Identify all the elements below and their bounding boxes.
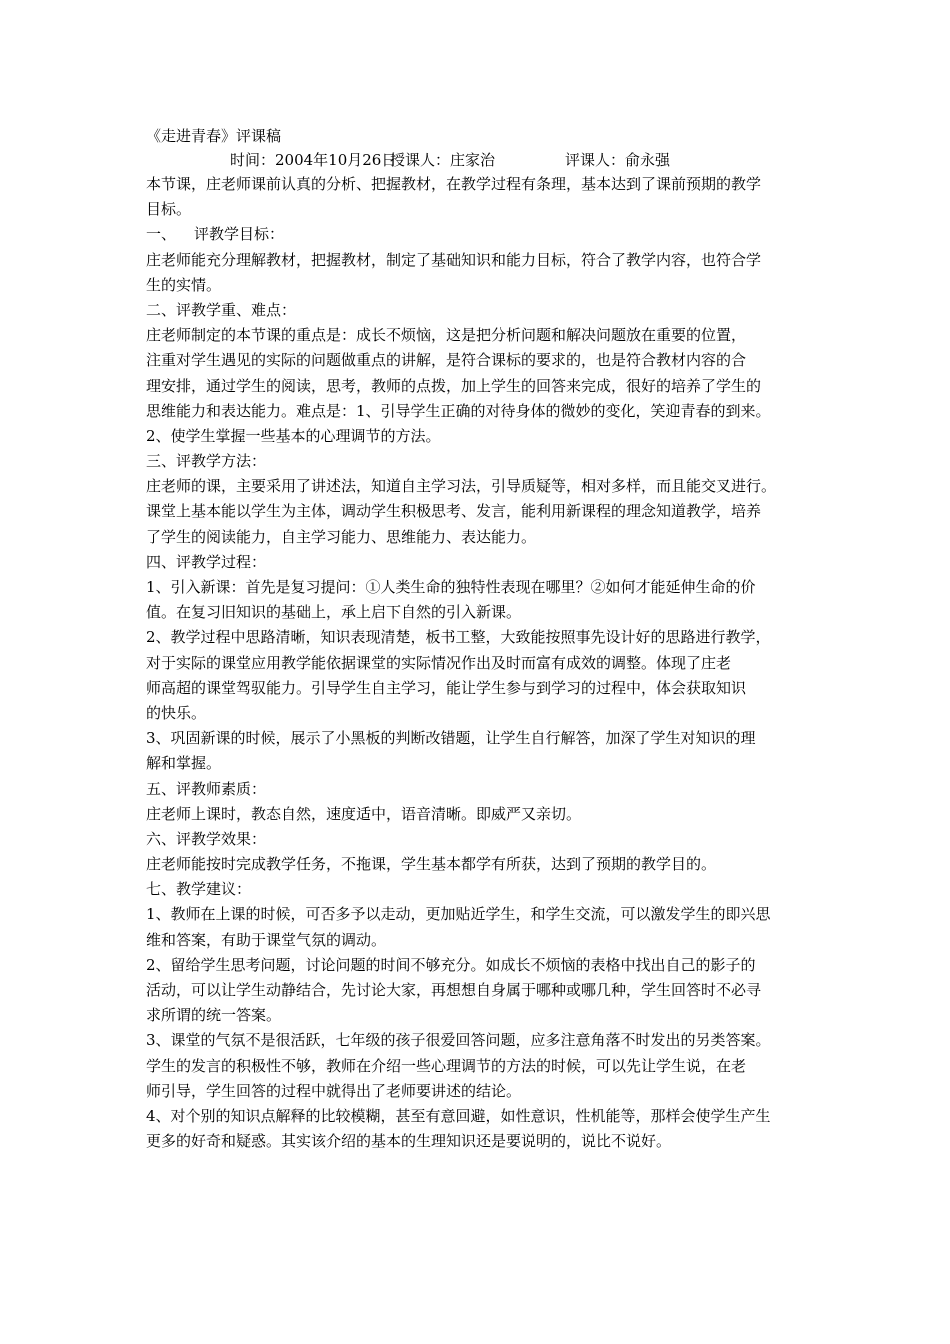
- paragraph-line: 2、使学生掌握一些基本的心理调节的方法。: [146, 426, 441, 445]
- paragraph-line: 1、引入新课：首先是复习提问：①人类生命的独特性表现在哪里？②如何才能延伸生命的价: [146, 578, 756, 596]
- paragraph-line: 课堂上基本能以学生为主体，调动学生积极思考、发言，能利用新课程的理念知道教学，培养: [146, 502, 762, 521]
- paragraph-line: 生的实情。: [146, 275, 222, 294]
- paragraph-line: 1、教师在上课的时候，可否多予以走动，更加贴近学生，和学生交流，可以激发学生的即兴思: [146, 905, 771, 924]
- section-heading-4: 四、评教学过程：: [146, 552, 267, 571]
- paragraph-line: 4、对个别的知识点解释的比较模糊，甚至有意回避，如性意识，性机能等，那样会使学生产生: [146, 1106, 771, 1125]
- intro-line-1: 本节课，庄老师课前认真的分析、把握教材，在教学过程有条理，基本达到了课前预期的教学: [146, 175, 762, 193]
- section-heading-text: 评教学目标：: [194, 225, 285, 244]
- paragraph-line: 解和掌握。: [146, 754, 222, 773]
- paragraph-line: 3、巩固新课的时候，展示了小黑板的判断改错题，让学生自行解答，加深了学生对知识的理: [146, 729, 756, 748]
- paragraph-line: 了学生的阅读能力，自主学习能力、思维能力、表达能力。: [146, 527, 537, 546]
- lesson-reviewer: 评课人：俞永强: [565, 151, 671, 169]
- section-heading-1: [146, 222, 816, 247]
- paragraph-line: 师引导，学生回答的过程中就得出了老师要讲述的结论。: [146, 1081, 522, 1100]
- paragraph-line: 更多的好奇和疑惑。其实该介绍的基本的生理知识还是要说明的，说比不说好。: [146, 1132, 672, 1151]
- paragraph-line: 对于实际的课堂应用教学能依据课堂的实际情况作出及时而富有成效的调整。体现了庄老: [146, 653, 732, 672]
- paragraph-line: 注重对学生遇见的实际的问题做重点的讲解，是符合课标的要求的，也是符合教材内容的合: [146, 351, 747, 370]
- lesson-teacher: 授课人：庄家治: [390, 151, 496, 169]
- paragraph-line: 3、课堂的气氛不是很活跃，七年级的孩子很爱回答问题，应多注意角落不时发出的另类答案。: [146, 1031, 771, 1050]
- section-heading-6: 六、评教学效果：: [146, 829, 267, 848]
- paragraph-line: 活动，可以让学生动静结合，先讨论大家，再想想自身属于哪种或哪几种，学生回答时不必寻: [146, 981, 762, 999]
- paragraph-line: 庄老师制定的本节课的重点是：成长不烦恼，这是把分析问题和解决问题放在重要的位置，: [146, 326, 747, 345]
- paragraph-line: 的快乐。: [146, 703, 207, 722]
- paragraph-line: 2、留给学生思考问题，讨论问题的时间不够充分。如成长不烦恼的表格中找出自己的影子的: [146, 955, 756, 974]
- paragraph-line: 理安排，通过学生的阅读，思考，教师的点拨，加上学生的回答来完成，很好的培养了学生的: [146, 376, 762, 395]
- section-heading-3: 三、评教学方法：: [146, 452, 267, 471]
- paragraph-line: 庄老师的课，主要采用了讲述法，知道自主学习法，引导质疑等，相对多样，而且能交叉进行。: [146, 477, 777, 496]
- document-title: 《走进青春》评课稿: [146, 127, 282, 145]
- section-heading-7: 七、教学建议：: [146, 880, 252, 899]
- section-heading-5: 五、评教师素质：: [146, 779, 267, 798]
- paragraph-line: 庄老师上课时，教态自然，速度适中，语音清晰。即威严又亲切。: [146, 804, 582, 823]
- intro-line-2: 目标。: [146, 200, 192, 219]
- paragraph-line: 思维能力和表达能力。难点是：1、引导学生正确的对待身体的微妙的变化，笑迎青春的到来。: [146, 401, 771, 420]
- section-heading-2: 二、评教学重、难点：: [146, 300, 297, 319]
- meta-line: [146, 148, 816, 172]
- paragraph-line: 庄老师能按时完成教学任务，不拖课，学生基本都学有所获，达到了预期的教学目的。: [146, 855, 717, 874]
- paragraph-line: 维和答案，有助于课堂气氛的调动。: [146, 930, 387, 949]
- paragraph-line: 学生的发言的积极性不够，教师在介绍一些心理调节的方法的时候，可以先让学生说，在老: [146, 1056, 747, 1075]
- lesson-time: 时间：2004年10月26日: [230, 151, 397, 169]
- document-page: [146, 124, 816, 1154]
- paragraph-line: 求所谓的统一答案。: [146, 1006, 282, 1025]
- section-number: 一、: [146, 225, 177, 244]
- paragraph-line: 2、教学过程中思路清晰，知识表现清楚，板书工整，大致能按照事先设计好的思路进行教学，: [146, 628, 771, 647]
- paragraph-line: 值。在复习旧知识的基础上，承上启下自然的引入新课。: [146, 603, 522, 622]
- paragraph-line: 师高超的课堂驾驭能力。引导学生自主学习，能让学生参与到学习的过程中，体会获取知识: [146, 678, 747, 697]
- paragraph-line: 庄老师能充分理解教材，把握教材，制定了基础知识和能力目标，符合了教学内容，也符合学: [146, 250, 762, 269]
